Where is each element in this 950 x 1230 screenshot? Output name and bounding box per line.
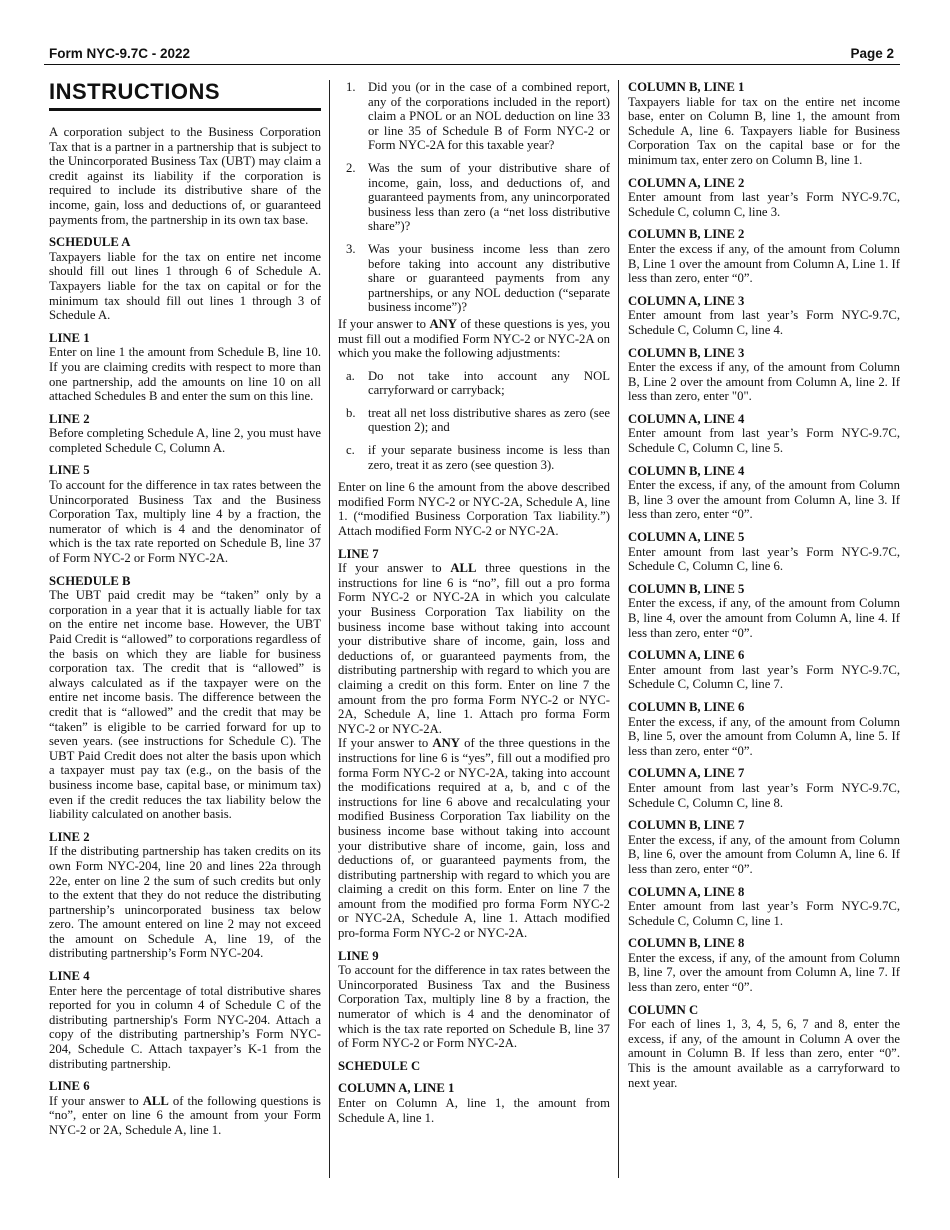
section-line-5 (49, 463, 321, 565)
section-column-line (628, 582, 900, 640)
list-letter: c. (346, 443, 355, 458)
text-run: If your answer to (338, 736, 433, 751)
section-text: Before completing Schedule A, line 2, you must have completed Schedule C, Column A. (49, 426, 321, 455)
line-6-enter-paragraph: Enter on line 6 the amount from the above described modified Form NYC-2 or NYC-2A, Schedule A, line 1. (“modified Business Corporation Tax liability.”) Attach modified Form NYC-2 or NYC-2A. (338, 480, 610, 539)
list-text: treat all net loss distributive shares as zero (see question 2); and (368, 405, 610, 435)
section-heading: SCHEDULE C (338, 1058, 421, 1073)
section-column-line (628, 700, 900, 758)
section-schedule-b (49, 574, 321, 822)
section-heading: COLUMN A, LINE 6 (628, 648, 745, 663)
section-column-line (628, 80, 900, 168)
list-text: Do not take into account any NOL carryforward or carryback; (368, 368, 610, 398)
emphasis: ANY (432, 736, 460, 751)
list-text: if your separate business income is less than zero, treat it as zero (see question 3). (368, 443, 610, 472)
section-column-line (628, 346, 900, 404)
section-heading: COLUMN A, LINE 3 (628, 293, 745, 308)
list-text: Did you (or in the case of a combined report, any of the corporations included in the report) claim a PNOL or an NOL deduction on line 33 or line 35 of Schedule B of Form NYC-2 or Form NYC-2A for this taxable year? (368, 80, 610, 153)
section-heading: COLUMN A, LINE 4 (628, 411, 745, 426)
section-text: Enter amount from last year’s Form NYC-9.7C, Schedule C, Column C, line 4. (628, 308, 900, 337)
list-item (338, 242, 610, 315)
list-item (338, 161, 610, 234)
section-text: Enter amount from last year’s Form NYC-9.7C, Schedule C, Column C, line 6. (628, 544, 900, 574)
text-run: of the three questions in the instructions for line 6 is “yes”, fill out a modified pro forma Form NYC-2 or NYC-2A, taking into account the modifications required at a, b, and c of the instructions for line 6 above and recalculating your modified Business Corporation Tax liability on the business income base without taking into account your distributive share of income, gain, loss and deductions of, or guaranteed payments from, the distributing partnership with regard to which you are claiming a credit on this form. Enter on line 7 the amount from the modified pro forma Form NYC-2 or NYC-2A, Schedule A, line 1. Attach modified pro-forma Form NYC-2 or NYC-2A. (338, 736, 610, 941)
page-title: INSTRUCTIONS (49, 80, 321, 111)
section-text: Enter the excess, if any, of the amount from Column B, line 4, over the amount from Column A, line 4. If less than zero, enter “0”. (628, 596, 900, 640)
section-heading: COLUMN B, LINE 5 (628, 581, 745, 596)
intro-paragraph: A corporation subject to the Business Corporation Tax that is a partner in a partnership that is subject to the Unincorporated Business Tax (UBT) may claim a credit against its liability if the corporation is required to include its distributive share of the income, gain, loss and deductions of, or guaranteed payments from, the partnership in its own tax base. (49, 125, 321, 227)
section-heading: LINE 9 (338, 948, 379, 963)
section-heading: LINE 2 (49, 411, 90, 426)
text-run: of these questions is yes, you must fill out a modified Form NYC-2 or NYC-2A on which you make the following adjustments: (338, 316, 610, 361)
section-heading: LINE 1 (49, 330, 90, 345)
section-heading: LINE 7 (338, 546, 379, 561)
list-item (338, 443, 610, 472)
section-column-line (628, 818, 900, 876)
column-3 (628, 80, 900, 1098)
section-text: Enter the excess, if any, of the amount from Column B, line 3 over the amount from Column A, line 3. If less than zero, enter “0”. (628, 478, 900, 522)
section-text: Enter amount from last year’s Form NYC-9.7C, Schedule C, Column C, line 8. (628, 780, 900, 810)
section-text: Enter the excess if any, of the amount from Column B, Line 2 over the amount from Column A, line 2. If less than zero, enter "0". (628, 360, 900, 404)
section-text: Enter the excess, if any, of the amount from Column B, line 5, over the amount from Column A, line 5. If less than zero, enter “0”. (628, 714, 900, 758)
section-column-line (628, 648, 900, 692)
list-letter: a. (346, 368, 355, 383)
column-2 (338, 80, 610, 1133)
section-heading: LINE 4 (49, 969, 90, 984)
section-line-2 (49, 412, 321, 456)
text-run: three questions in the instructions for line 6 is “no”, fill out a pro forma Form NYC-2 or NYC-2A in which you calculate your Business Corporation Tax liability on the business income base without taking into account your distributive share of income, gain, loss and deductions of, or guaranteed payments from, the distributing partnership with regard to which you are claiming a credit on this form. Enter on line 7 the amount from the pro forma Form NYC-2 or NYC-2A, Schedule A, line 1. Attach pro forma Form NYC-2 or NYC-2A. (338, 561, 610, 736)
section-heading: COLUMN B, LINE 1 (628, 80, 745, 94)
form-label: Form NYC-9.7C - 2022 (49, 46, 191, 61)
section-column-line (628, 766, 900, 810)
section-text: Enter the excess, if any, of the amount from Column B, line 6, over the amount from Column A, line 6. If less than zero, enter “0”. (628, 832, 900, 876)
section-heading: LINE 6 (49, 1079, 90, 1094)
section-heading: COLUMN B, LINE 7 (628, 818, 745, 833)
column-divider (618, 80, 619, 1178)
section-schedule-a (49, 235, 321, 323)
section-column-line (628, 464, 900, 522)
text-run: If your answer to (338, 316, 430, 331)
section-heading: COLUMN A, LINE 8 (628, 884, 745, 899)
list-number: 1. (346, 80, 356, 94)
section-heading: SCHEDULE B (49, 573, 131, 588)
section-text: Taxpayers liable for tax on the entire net income base, enter on Column B, line 1, the amount from Schedule A, line 6. Taxpayers liable for Business Corporation Tax on the capital base or for the minimum tax, enter zero on Column B, line 1. (628, 94, 900, 167)
section-column-line (628, 227, 900, 285)
section-text: To account for the difference in tax rates between the Unincorporated Business Tax and the Business Corporation Tax, multiply line 4 by a fraction, the numerator of which is 4 and the denominator of which is the tax rate reported on Schedule B, line 37 of Form NYC-2 or Form NYC-2A. (49, 478, 321, 566)
section-column-line (628, 176, 900, 220)
list-item (338, 369, 610, 398)
section-line-1 (49, 331, 321, 404)
text-run: If your answer to (338, 561, 451, 576)
emphasis: ALL (450, 561, 477, 576)
section-text (338, 736, 610, 940)
section-text: Enter amount from last year’s Form NYC-9.7C, Schedule C, Column C, line 1. (628, 899, 900, 928)
section-heading: LINE 2 (49, 829, 90, 844)
list-item (338, 406, 610, 435)
section-schedule-c (338, 1059, 610, 1074)
section-heading: COLUMN B, LINE 2 (628, 227, 745, 242)
section-heading: COLUMN B, LINE 3 (628, 345, 745, 360)
section-text (338, 561, 610, 736)
question-list (338, 80, 610, 315)
section-column-line (628, 412, 900, 456)
section-text: Enter the excess if any, of the amount from Column B, Line 1 over the amount from Column A, Line 1. If less than zero, enter “0”. (628, 241, 900, 286)
section-heading: COLUMN A, LINE 5 (628, 530, 745, 545)
section-line-9 (338, 949, 610, 1051)
section-text: Enter on line 1 the amount from Schedule B, line 10. If you are claiming credits with respect to more than one partnership, add the amounts on line 10 on all attached Schedules B and enter the sum on this line. (49, 345, 321, 404)
list-letter: b. (346, 405, 356, 420)
list-number: 2. (346, 160, 356, 175)
list-text: Was your business income less than zero before taking into account any distributive share or guaranteed payments from any partnerships, or any NOL deduction (“separate business income”)? (368, 241, 610, 315)
section-heading: COLUMN B, LINE 8 (628, 936, 745, 951)
section-text: If the distributing partnership has taken credits on its own Form NYC-204, line 20 and lines 22a through 22e, enter on line 2 the sum of such credits but only to the extent that they do not reduce the distributing partnership’s unincorporated business tax below zero. The amount entered on line 2 may not exceed the amount on Schedule A, line 19, of the distributing partnership’s Form NYC-204. (49, 844, 321, 961)
section-line-4 (49, 969, 321, 1071)
section-text: Enter the excess, if any, of the amount from Column B, line 7, over the amount from Column A, line 7. If less than zero, enter “0”. (628, 950, 900, 995)
list-number: 3. (346, 241, 356, 256)
section-text: Enter amount from last year’s Form NYC-9.7C, Schedule C, Column C, line 5. (628, 426, 900, 456)
section-column-line (628, 885, 900, 929)
section-text (49, 1094, 321, 1138)
section-heading: COLUMN A, LINE 7 (628, 766, 745, 781)
section-text: Enter on Column A, line 1, the amount from Schedule A, line 1. (338, 1096, 610, 1125)
section-column-a-line-1 (338, 1081, 610, 1125)
section-heading: COLUMN A, LINE 1 (338, 1081, 455, 1096)
section-column-line (628, 294, 900, 338)
header-rule (44, 64, 900, 65)
section-text: The UBT paid credit may be “taken” only by a corporation in a year that it is actually liable for tax on the entire net income base. However, the UBT Paid Credit is “allowed” to corporations regardless of the basis on which they are liable for business corporation tax. The credit that is “allowed” is always calculated as if the taxpayer were on the entire net income basis. The difference between the credit that is “allowed” and the credit that may be “taken” is eligible to be carried forward for up to seven years. (see instructions for Schedule C). The UBT Paid Credit does not alter the basis upon which a taxpayer must pay tax (e.g., on the basis of the business income base, capital base, or minimum tax) even if the credit reduces the tax liability below the liability calculated on another basis. (49, 588, 321, 822)
section-text: Enter amount from last year’s Form NYC-9.7C, Schedule C, Column C, line 7. (628, 662, 900, 692)
section-column-line (628, 530, 900, 574)
page-header (0, 0, 950, 65)
any-paragraph (338, 317, 610, 361)
section-heading: COLUMN B, LINE 4 (628, 463, 745, 478)
text-run: If your answer to (49, 1093, 143, 1108)
text-run: of the following questions is “no”, enter on line 6 the amount from your Form NYC-2 or 2A, Schedule A, line 1. (49, 1093, 321, 1137)
emphasis: ANY (429, 316, 457, 331)
section-line-6 (49, 1079, 321, 1137)
section-text: Enter amount from last year’s Form NYC-9.7C, Schedule C, column C, line 3. (628, 190, 900, 219)
column-1 (49, 80, 321, 1146)
section-heading: LINE 5 (49, 463, 90, 478)
section-heading: COLUMN C (628, 1002, 699, 1017)
section-column-line (628, 936, 900, 994)
section-text: For each of lines 1, 3, 4, 5, 6, 7 and 8, enter the excess, if any, of the amount in Column A over the amount in Column B. If less than zero, enter “0”. This is the amount available as a carryforward to next year. (628, 1017, 900, 1090)
section-text: Taxpayers liable for the tax on entire net income should fill out lines 1 through 6 of Schedule A. Taxpayers liable for the tax on capital or for the minimum tax should fill out lines 1 through 3 of Schedule A. (49, 249, 321, 323)
section-heading: COLUMN A, LINE 2 (628, 175, 745, 190)
section-schedule-b-line-2 (49, 830, 321, 961)
emphasis: ALL (142, 1093, 169, 1108)
page-number: Page 2 (850, 46, 894, 61)
section-text: Enter here the percentage of total distributive shares reported for you in column 4 of Schedule C of the distributing partnership's Form NYC-204. Attach a copy of the distributing partnership’s Form NYC-204, Schedule C. Attach taxpayer’s K-1 from the distributing partnership. (49, 983, 321, 1071)
section-text: To account for the difference in tax rates between the Unincorporated Business Tax and the Business Corporation Tax, multiply line 8 by a fraction, the numerator of which is 4 and the denominator of which is the tax rate reported on Schedule B, line 37 of Form NYC-2 or Form NYC-2A. (338, 963, 610, 1051)
section-heading: COLUMN B, LINE 6 (628, 699, 745, 714)
section-heading: SCHEDULE A (49, 235, 131, 250)
section-column-c (628, 1003, 900, 1091)
adjustment-list (338, 369, 610, 473)
section-line-7 (338, 547, 610, 941)
list-item (338, 80, 610, 153)
column-divider (329, 80, 330, 1178)
list-text: Was the sum of your distributive share of income, gain, loss, and deductions of, and guaranteed payments from, any unincorporated business less than zero (a “net loss distributive share”)? (368, 160, 610, 234)
